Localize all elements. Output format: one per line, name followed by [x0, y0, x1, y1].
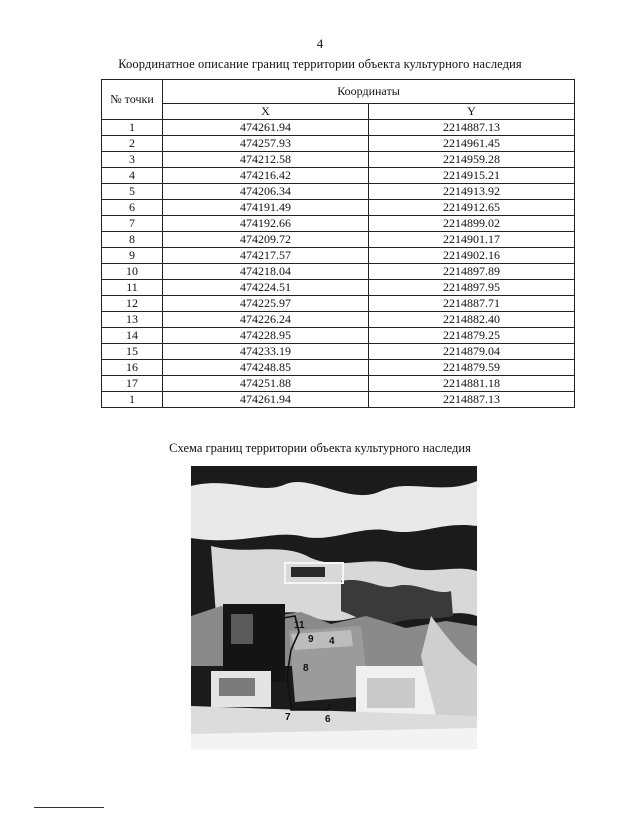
coord-x-cell: 474251.88 — [163, 376, 369, 392]
point-number-cell: 3 — [102, 152, 163, 168]
coord-y-cell: 2214913.92 — [369, 184, 575, 200]
table-row — [102, 216, 575, 232]
coord-y-cell: 2214897.89 — [369, 264, 575, 280]
coord-x-cell: 474257.93 — [163, 136, 369, 152]
coordinates-table — [101, 79, 575, 408]
coord-y-cell: 2214882.40 — [369, 312, 575, 328]
page-number: 4 — [316, 36, 324, 51]
point-number-cell: 1 — [102, 392, 163, 408]
header-coordinates: Координаты — [163, 80, 575, 104]
point-number-cell: 14 — [102, 328, 163, 344]
coord-x-cell: 474216.42 — [163, 168, 369, 184]
coordinates-table-body — [102, 120, 575, 408]
map-label: 11 — [294, 620, 305, 631]
point-number-cell: 17 — [102, 376, 163, 392]
point-number-cell: 11 — [102, 280, 163, 296]
header-point-number: № точки — [102, 80, 163, 120]
coord-y-cell: 2214887.71 — [369, 296, 575, 312]
coord-x-cell: 474206.34 — [163, 184, 369, 200]
table-row — [102, 136, 575, 152]
coord-y-cell: 2214879.25 — [369, 328, 575, 344]
table-row — [102, 248, 575, 264]
table-row — [102, 312, 575, 328]
point-number-cell: 5 — [102, 184, 163, 200]
table-row — [102, 344, 575, 360]
coord-y-cell: 2214887.13 — [369, 392, 575, 408]
map-image — [191, 466, 477, 749]
coord-y-cell: 2214902.16 — [369, 248, 575, 264]
point-number-cell: 16 — [102, 360, 163, 376]
table-row — [102, 264, 575, 280]
coord-x-cell: 474224.51 — [163, 280, 369, 296]
map-label: 8 — [303, 663, 309, 674]
coord-x-cell: 474191.49 — [163, 200, 369, 216]
table-row — [102, 328, 575, 344]
coord-x-cell: 474217.57 — [163, 248, 369, 264]
document-title: Координатное описание границ территории объекта культурного наследия — [118, 57, 522, 71]
table-row — [102, 280, 575, 296]
table-row — [102, 296, 575, 312]
coord-x-cell: 474233.19 — [163, 344, 369, 360]
coord-x-cell: 474261.94 — [163, 392, 369, 408]
coord-y-cell: 2214897.95 — [369, 280, 575, 296]
point-number-cell: 13 — [102, 312, 163, 328]
coord-y-cell: 2214901.17 — [369, 232, 575, 248]
table-row — [102, 232, 575, 248]
coord-x-cell: 474248.85 — [163, 360, 369, 376]
point-number-cell: 2 — [102, 136, 163, 152]
coord-y-cell: 2214879.04 — [369, 344, 575, 360]
map-label: 7 — [285, 712, 291, 723]
coord-y-cell: 2214887.13 — [369, 120, 575, 136]
coord-x-cell: 474226.24 — [163, 312, 369, 328]
table-row — [102, 360, 575, 376]
map-label: 12 — [271, 617, 283, 628]
coord-y-cell: 2214879.59 — [369, 360, 575, 376]
coord-y-cell: 2214899.02 — [369, 216, 575, 232]
coord-x-cell: 474209.72 — [163, 232, 369, 248]
table-row — [102, 168, 575, 184]
coord-x-cell: 474228.95 — [163, 328, 369, 344]
table-row — [102, 200, 575, 216]
point-number-cell: 12 — [102, 296, 163, 312]
point-number-cell: 10 — [102, 264, 163, 280]
point-number-cell: 1 — [102, 120, 163, 136]
table-row — [102, 152, 575, 168]
coord-x-cell: 474212.58 — [163, 152, 369, 168]
coord-y-cell: 2214881.18 — [369, 376, 575, 392]
table-row — [102, 120, 575, 136]
map-label: 4 — [329, 636, 335, 647]
point-number-cell: 6 — [102, 200, 163, 216]
header-x: X — [163, 104, 369, 120]
boundary-scheme-map — [191, 466, 477, 749]
scheme-title: Схема границ территории объекта культурного наследия — [169, 441, 471, 455]
coord-y-cell: 2214961.45 — [369, 136, 575, 152]
coord-x-cell: 474225.97 — [163, 296, 369, 312]
table-row — [102, 184, 575, 200]
coord-x-cell: 474261.94 — [163, 120, 369, 136]
point-number-cell: 4 — [102, 168, 163, 184]
point-number-cell: 15 — [102, 344, 163, 360]
coord-x-cell: 474192.66 — [163, 216, 369, 232]
table-row — [102, 392, 575, 408]
map-label: 6 — [325, 714, 331, 725]
point-number-cell: 7 — [102, 216, 163, 232]
coord-y-cell: 2214912.65 — [369, 200, 575, 216]
point-number-cell: 8 — [102, 232, 163, 248]
header-y: Y — [369, 104, 575, 120]
coord-y-cell: 2214959.28 — [369, 152, 575, 168]
map-label: 9 — [308, 634, 314, 645]
coord-y-cell: 2214915.21 — [369, 168, 575, 184]
table-row — [102, 376, 575, 392]
coord-x-cell: 474218.04 — [163, 264, 369, 280]
footer-rule — [34, 807, 104, 808]
point-number-cell: 9 — [102, 248, 163, 264]
